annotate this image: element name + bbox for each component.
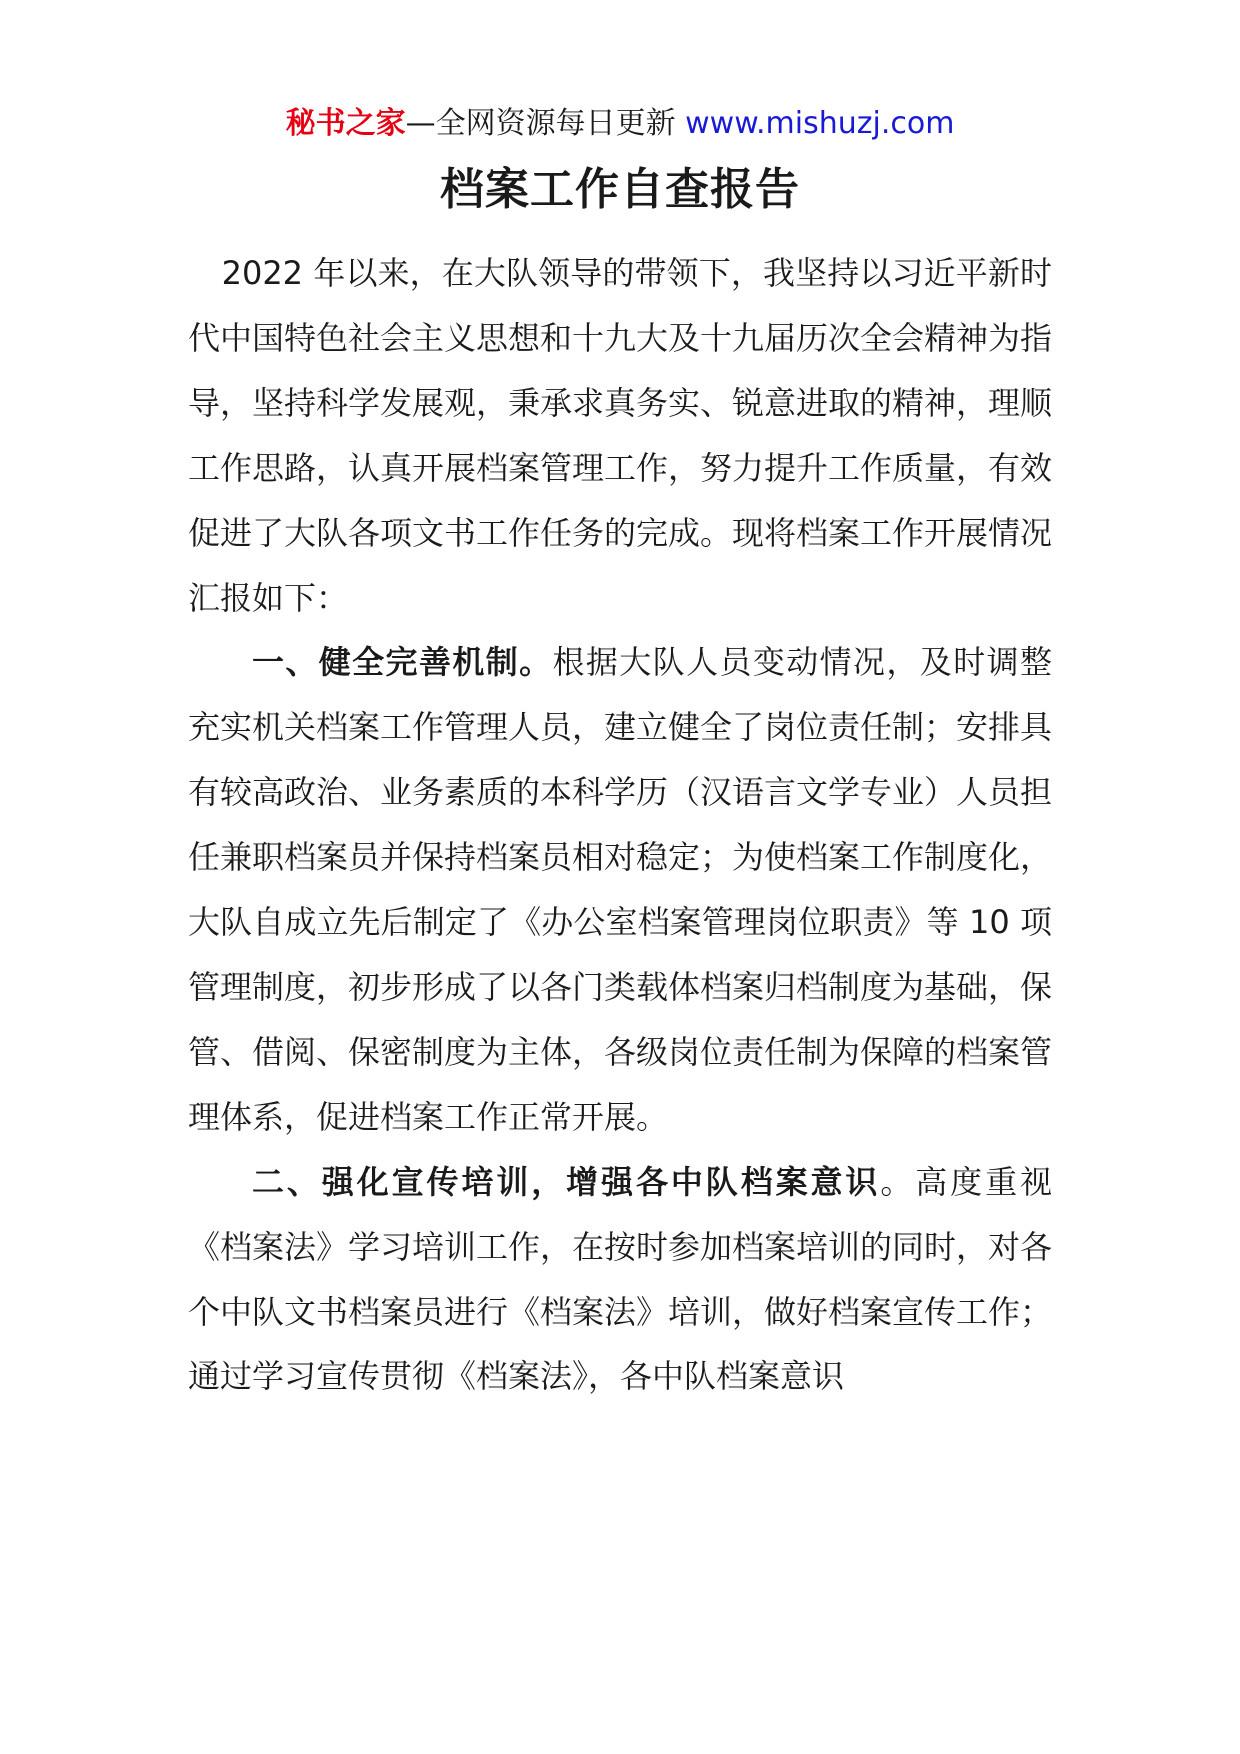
section-2-heading: 二、强化宣传培训，增强各中队档案意识 xyxy=(252,1162,881,1201)
brand-name: 秘书之家 xyxy=(285,106,406,141)
paragraph-intro-text: 2022 年以来，在大队领导的带领下，我坚持以习近平新时代中国特色社会主义思想和十九大及十九届历次全会精神为指导，坚持科学发展观，秉承求真务实、锐意进取的精神，理顺工作思路，认真开展档案管理工作，努力提升工作质量，有效促进了大队各项文书工作任务的完成。现将档案工作开展情况汇报如下： xyxy=(188,254,1053,617)
section-1-text: 根据大队人员变动情况，及时调整充实机关档案工作管理人员，建立健全了岗位责任制；安排具有较高政治、业务素质的本科学历（汉语言文学专业）人员担任兼职档案员并保持档案员相对稳定；为使档案工作制度化，大队自成立先后制定了《办公室档案管理岗位职责》等 10 项管理制度，初步形成了以各门类载体档案归档制度为基础，保管、借阅、保密制度为主体，各级岗位责任制为保障的档案管理体系，促进档案工作正常开展。 xyxy=(188,643,1053,1136)
paragraph-section-2 xyxy=(188,1150,1052,1410)
site-banner xyxy=(0,104,1240,144)
site-url-link[interactable]: www.mishuzj.com xyxy=(685,106,955,141)
paragraph-intro xyxy=(188,241,1052,630)
paragraph-section-1 xyxy=(188,630,1052,1149)
banner-tagline: —全网资源每日更新 xyxy=(405,106,676,141)
document-body xyxy=(188,241,1052,1409)
section-1-heading: 一、健全完善机制。 xyxy=(252,643,553,682)
document-title: 档案工作自查报告 xyxy=(440,164,800,215)
section-2-text: 。高度重视《档案法》学习培训工作，在按时参加档案培训的同时，对各个中队文书档案员进行《档案法》培训，做好档案宣传工作；通过学习宣传贯彻《档案法》，各中队档案意识 xyxy=(188,1162,1053,1396)
